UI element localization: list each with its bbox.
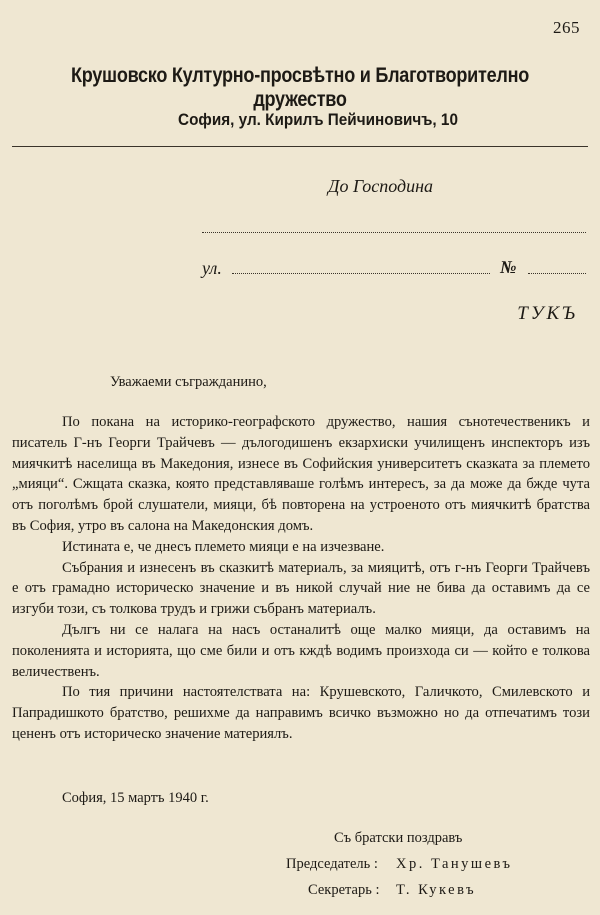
street-label: ул. [202, 258, 222, 278]
paragraph: Събрания и изнесенъ въ сказкитѣ материалъ, за мияцитѣ, отъ г-нъ Георги Трайчевъ е отъ грамадно историческо значение и въ никой случай ние не бива да оставимъ да се изгуби този, съ толкова трудъ и грижи събранъ материалъ. [12, 559, 590, 618]
number-label: № [500, 257, 517, 277]
secretary-name: Т. Кукевъ [396, 882, 477, 898]
secretary-title: Секретарь : [308, 882, 380, 898]
letter-body [12, 412, 590, 745]
letter-date: София, 15 мартъ 1940 г. [62, 790, 209, 806]
paragraph: Истината е, че днесъ племето мияци е на изчезване. [62, 538, 385, 555]
paragraph: По покана на историко-географското дружество, нашия сънотечественикъ и писатель Г-нъ Георги Трайчевъ — дълогодишенъ екзархиски училищенъ инспекторъ изъ миячкитѣ населища въ Македония, изнесе въ Софийския университетъ сказката за племето „мияци“. Сжщата сказка, която представляваше голѣмъ интересъ, за да може да бжде чута отъ поголѣмъ брой слушатели, мияци, бѣ повторена на устроеното отъ миячкитѣ братства въ София, утро въ салона на Македонския домъ. [12, 414, 590, 534]
chairman-name: Хр. Танушевъ [396, 856, 513, 872]
paragraph: По тия причини настоятелствата на: Крушевското, Галичкото, Смилевското и Папрадишкото братство, решихме да направимъ всичко възможно но да отпечатимъ този цененъ отъ историческо значение материялъ. [12, 684, 590, 742]
society-address: София, ул. Кирилъ Пейчиновичъ, 10 [178, 110, 458, 129]
addressee-label: До Господина [328, 176, 434, 196]
page-number: 265 [553, 18, 580, 37]
paragraph: Дългъ ни се налага на насъ останалитѣ още малко мияци, да оставимъ на поколенията и историята, що сме били и отъ кждѣ водимъ произхода си — който е толкова величественъ. [12, 621, 590, 680]
society-title: Крушовско Културно-просвѣтно и Благотворително дружество [70, 64, 530, 111]
number-line [528, 273, 586, 274]
here-label: ТУКЪ [517, 303, 578, 324]
street-line [232, 273, 490, 274]
addressee-name-line [202, 232, 586, 233]
greeting: Уважаеми съгражданино, [110, 374, 267, 390]
closing: Съ братски поздравъ [334, 830, 463, 846]
header-rule [12, 146, 588, 147]
chairman-title: Председатель : [286, 856, 378, 872]
